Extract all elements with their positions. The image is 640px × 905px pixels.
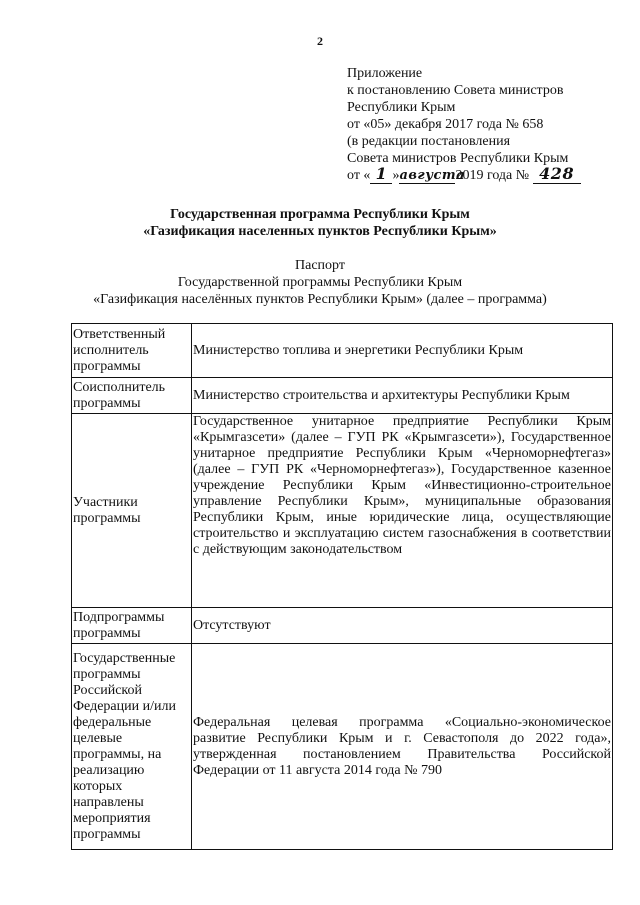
row-value: Федеральная целевая программа «Социально-экономическое развитие Республики Крым и г. Севастополя до 2022 года», утвержденная постановлением Правительства Российской Федерации от 11 августа 2014 года № 790 xyxy=(192,644,613,850)
appendix-line: (в редакции постановления xyxy=(347,134,511,149)
row-value: Отсутствуют xyxy=(192,608,613,644)
appendix-line: Совета министров Республики Крым xyxy=(347,151,569,166)
appendix-block xyxy=(347,65,581,184)
date-mid: » xyxy=(392,168,400,183)
date-prefix: от « xyxy=(347,168,371,183)
table-row xyxy=(72,324,613,378)
passport-table xyxy=(71,323,613,850)
table-row xyxy=(72,608,613,644)
passport-line: Паспорт xyxy=(295,258,345,273)
appendix-line: Приложение xyxy=(347,66,423,81)
handwritten-number xyxy=(533,164,581,184)
handwritten-day-text: 1 xyxy=(375,164,388,183)
table-row xyxy=(72,644,613,850)
row-label: Ответственный исполнитель программы xyxy=(72,324,192,378)
document-title xyxy=(0,206,640,240)
title-line: «Газификация населенных пунктов Республики Крым» xyxy=(143,224,497,239)
passport-line: «Газификация населённых пунктов Республики Крым» (далее – программа) xyxy=(93,292,547,307)
row-value: Министерство топлива и энергетики Республики Крым xyxy=(192,324,613,378)
handwritten-number-text: 428 xyxy=(539,164,575,183)
passport-heading xyxy=(0,257,640,308)
handwritten-month-text: августа xyxy=(399,168,466,183)
title-line: Государственная программа Республики Крым xyxy=(170,207,470,222)
handwritten-month xyxy=(399,168,466,184)
table-row xyxy=(72,378,613,414)
handwritten-day xyxy=(370,164,392,184)
appendix-date-line xyxy=(347,164,581,184)
row-label: Соисполнитель программы xyxy=(72,378,192,414)
row-label: Государственные программы Российской Федерации и/или федеральные целевые программы, на реализацию которых направлены мероприятия программы xyxy=(72,644,192,850)
row-value: Государственное унитарное предприятие Республики Крым «Крымгазсети» (далее – ГУП РК «Крымгазсети»), Государственное унитарное предприятие Республики Крым «Черноморнефтегаз» (далее – ГУП РК «Черноморнефтегаз»), Государственное казенное учреждение Республики Крым «Инвестиционно-строительное управление Республики Крым», муниципальные образования Республики Крым, иные юридические лица, осуществляющие строительство и эксплуатацию систем газоснабжения в соответствии с действующим законодательством xyxy=(192,414,613,608)
page-number: 2 xyxy=(317,34,323,48)
row-label: Подпрограммы программы xyxy=(72,608,192,644)
date-year: 2019 года № xyxy=(455,168,530,183)
appendix-line: Республики Крым xyxy=(347,100,456,115)
appendix-line: от «05» декабря 2017 года № 658 xyxy=(347,117,544,132)
passport-line: Государственной программы Республики Крым xyxy=(177,275,463,290)
row-label: Участники программы xyxy=(72,414,192,608)
row-value: Министерство строительства и архитектуры Республики Крым xyxy=(192,378,613,414)
table-row xyxy=(72,414,613,608)
appendix-line: к постановлению Совета министров xyxy=(347,83,564,98)
